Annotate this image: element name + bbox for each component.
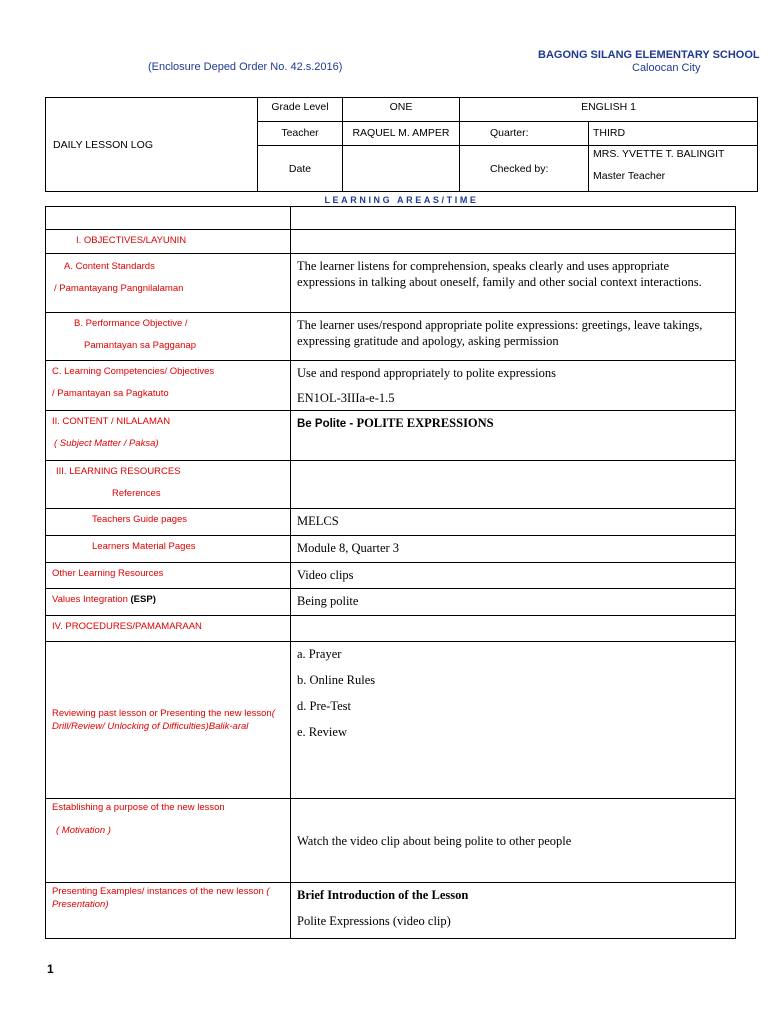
quarter-value: THIRD (589, 122, 758, 146)
review-item: b. Online Rules (297, 673, 376, 687)
presenting-heading: Brief Introduction of the Lesson (297, 888, 469, 902)
competencies-text: Use and respond appropriately to polite expressions (297, 366, 556, 380)
content-standards-line1: A. Content Standards (64, 261, 155, 272)
content-line1: II. CONTENT / NILALAMAN (52, 416, 171, 427)
blank-value (291, 207, 736, 230)
performance-value: The learner uses/respond appropriate polite expressions: greetings, leave takings, expressing gratitude and apology, asking permission (291, 313, 736, 361)
content-standards-value: The learner listens for comprehension, speaks clearly and uses appropriate expressions in talking about oneself, family and other social context interactions. (291, 254, 736, 313)
competencies-code: EN1OL-3IIIa-e-1.5 (297, 391, 395, 405)
review-label (46, 642, 291, 799)
content-line2: ( Subject Matter / Paksa) (54, 438, 159, 449)
resources-value (291, 461, 736, 509)
other-resources-value: Video clips (291, 563, 736, 589)
values-value: Being polite (291, 589, 736, 616)
other-resources-label: Other Learning Resources (46, 563, 291, 589)
values-esp: (ESP) (130, 594, 156, 605)
subject-value: ENGLISH 1 (460, 98, 758, 122)
content-standards-label (46, 254, 291, 313)
review-label-detail: ( Drill/Review/ Unlocking of Difficulties)Balik-aral (52, 708, 275, 732)
page-number: 1 (47, 962, 54, 976)
enclosure-note: (Enclosure Deped Order No. 42.s.2016) (148, 61, 343, 73)
lesson-table (45, 206, 736, 939)
competencies-label (46, 361, 291, 411)
teacher-label: Teacher (258, 122, 343, 146)
procedures-value (291, 616, 736, 642)
procedures-label: IV. PROCEDURES/PAMAMARAAN (46, 616, 291, 642)
presenting-value (291, 883, 736, 939)
resources-line1: III. LEARNING RESOURCES (56, 466, 181, 477)
presenting-label (46, 883, 291, 939)
dll-title: DAILY LESSON LOG (53, 138, 153, 151)
grade-value: ONE (343, 98, 460, 122)
resources-label (46, 461, 291, 509)
grade-label: Grade Level (258, 98, 343, 122)
review-item: e. Review (297, 725, 347, 739)
objectives-label: I. OBJECTIVES/LAYUNIN (46, 230, 291, 254)
lm-label: Learners Material Pages (46, 536, 291, 563)
lm-value: Module 8, Quarter 3 (291, 536, 736, 563)
date-value[interactable] (343, 146, 460, 192)
content-standards-line2: / Pamantayang Pangnilalaman (54, 283, 184, 294)
objectives-value (291, 230, 736, 254)
checked-name: MRS. YVETTE T. BALINGIT (593, 148, 725, 160)
values-label-text: Values Integration (52, 594, 131, 605)
blank-label (46, 207, 291, 230)
content-value-title: POLITE EXPRESSIONS (356, 416, 494, 430)
review-item: d. Pre-Test (297, 699, 351, 713)
checked-by-cell (589, 146, 758, 192)
content-value-prefix: Be Polite - (297, 418, 357, 430)
presenting-text: Polite Expressions (video clip) (297, 914, 451, 928)
learning-areas-heading: LEARNING AREAS/TIME (324, 195, 479, 205)
presenting-label-detail: ( Presentation) (52, 886, 270, 910)
presenting-label-text: Presenting Examples/ instances of the new lesson (52, 886, 267, 897)
teacher-value: RAQUEL M. AMPER (343, 122, 460, 146)
resources-line2: References (112, 488, 161, 499)
purpose-line1: Establishing a purpose of the new lesson (52, 802, 225, 813)
tg-label: Teachers Guide pages (46, 509, 291, 536)
dll-title-cell (46, 98, 258, 192)
review-label-text: Reviewing past lesson or Presenting the new lesson (52, 708, 272, 719)
content-value (291, 411, 736, 461)
date-label: Date (258, 146, 343, 192)
purpose-label (46, 799, 291, 883)
school-name: BAGONG SILANG ELEMENTARY SCHOOL (538, 49, 760, 61)
purpose-value: Watch the video clip about being polite to other people (291, 799, 736, 883)
performance-label (46, 313, 291, 361)
school-city: Caloocan City (632, 62, 701, 74)
header-table (45, 97, 758, 192)
review-item: a. Prayer (297, 647, 342, 661)
performance-line1: B. Performance Objective / (74, 318, 188, 329)
competencies-line2: / Pamantayan sa Pagkatuto (52, 388, 169, 399)
competencies-value (291, 361, 736, 411)
tg-value: MELCS (291, 509, 736, 536)
purpose-line2: ( Motivation ) (56, 825, 111, 836)
content-label (46, 411, 291, 461)
values-label (46, 589, 291, 616)
checked-title: Master Teacher (593, 170, 666, 182)
quarter-label: Quarter: (460, 122, 589, 146)
competencies-line1: C. Learning Competencies/ Objectives (52, 366, 215, 377)
checked-label: Checked by: (460, 146, 589, 192)
performance-line2: Pamantayan sa Pagganap (84, 340, 196, 351)
review-value (291, 642, 736, 799)
